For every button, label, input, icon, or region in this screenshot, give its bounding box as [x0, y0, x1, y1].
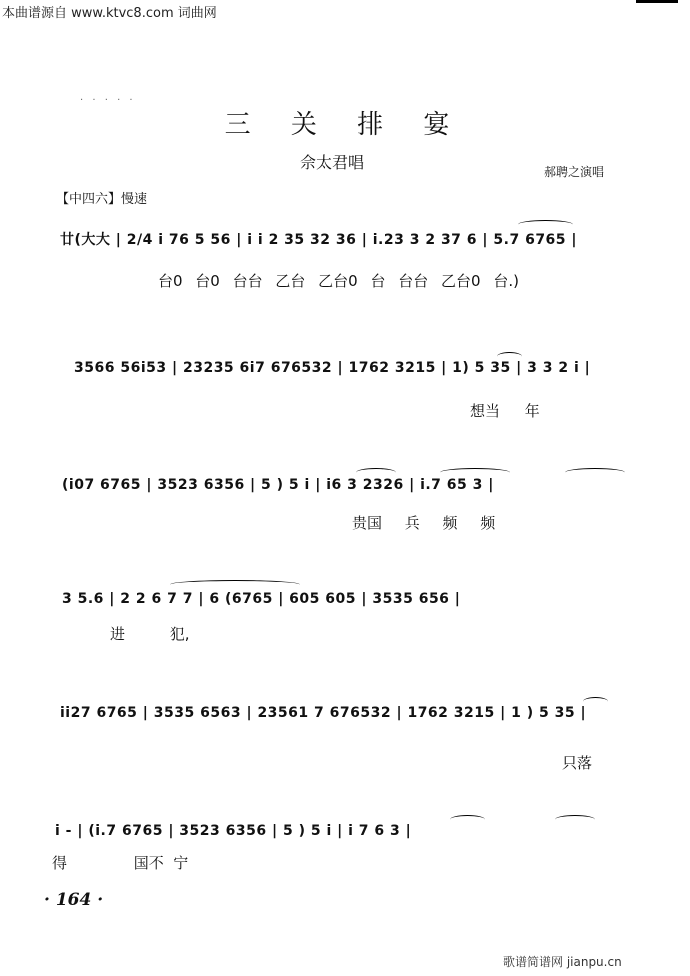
- watermark-bottom: 歌谱简谱网 jianpu.cn: [503, 955, 622, 969]
- watermark-top: 本曲谱源自 www.ktvc8.com 词曲网: [2, 6, 217, 21]
- notation-line: 3566 56i53 | 23235 6i7 676532 | 1762 3215 | 1) 5 35 | 3 3 2 i |: [74, 360, 591, 376]
- notation-line: i - | (i.7 6765 | 3523 6356 | 5 ) 5 i | i 7 6 3 |: [55, 823, 412, 839]
- print-specks: · · · · ·: [80, 95, 136, 106]
- notation-line: 3 5.6 | 2 2 6 7 7 | 6 (6765 | 605 605 | 3535 656 |: [62, 591, 461, 607]
- slur-mark: [583, 697, 608, 706]
- slur-mark: [555, 815, 595, 824]
- subtitle: 佘太君唱: [300, 153, 365, 172]
- lyric-line: 想当 年: [470, 402, 540, 420]
- tempo-marking: 【中四六】慢速: [56, 192, 148, 207]
- slur-mark: [356, 468, 396, 477]
- notation-line: (i07 6765 | 3523 6356 | 5 ) 5 i | i6 3 2326 | i.7 65 3 |: [62, 477, 494, 493]
- slur-mark: [440, 468, 510, 477]
- notation-line: ii27 6765 | 3535 6563 | 23561 7 676532 | 1762 3215 | 1 ) 5 35 |: [60, 705, 587, 721]
- page-title: 三 关 排 宴: [224, 110, 466, 140]
- singer-credit: 郝聘之演唱: [544, 165, 605, 179]
- slur-mark: [518, 220, 573, 229]
- lyric-line: 台0 台0 台台 乙台 乙台0 台 台台 乙台0 台.): [158, 272, 519, 290]
- lyric-line: 得 国不 宁: [52, 854, 189, 872]
- slur-mark: [565, 468, 625, 477]
- lyric-line: 只落: [562, 754, 593, 772]
- page-number: · 164 ·: [44, 890, 104, 910]
- lyric-line: 进 犯,: [110, 625, 190, 643]
- notation-line: 廿(大大 | 2/4 i 76 5 56 | i i 2 35 32 36 | i.23 3 2 37 6 | 5.7 6765 |: [60, 232, 578, 248]
- slur-mark: [497, 352, 522, 361]
- slur-mark: [450, 815, 485, 824]
- top-edge-bar: [636, 0, 678, 3]
- slur-mark: [170, 580, 300, 589]
- lyric-line: 贵国 兵 频 频: [352, 514, 496, 532]
